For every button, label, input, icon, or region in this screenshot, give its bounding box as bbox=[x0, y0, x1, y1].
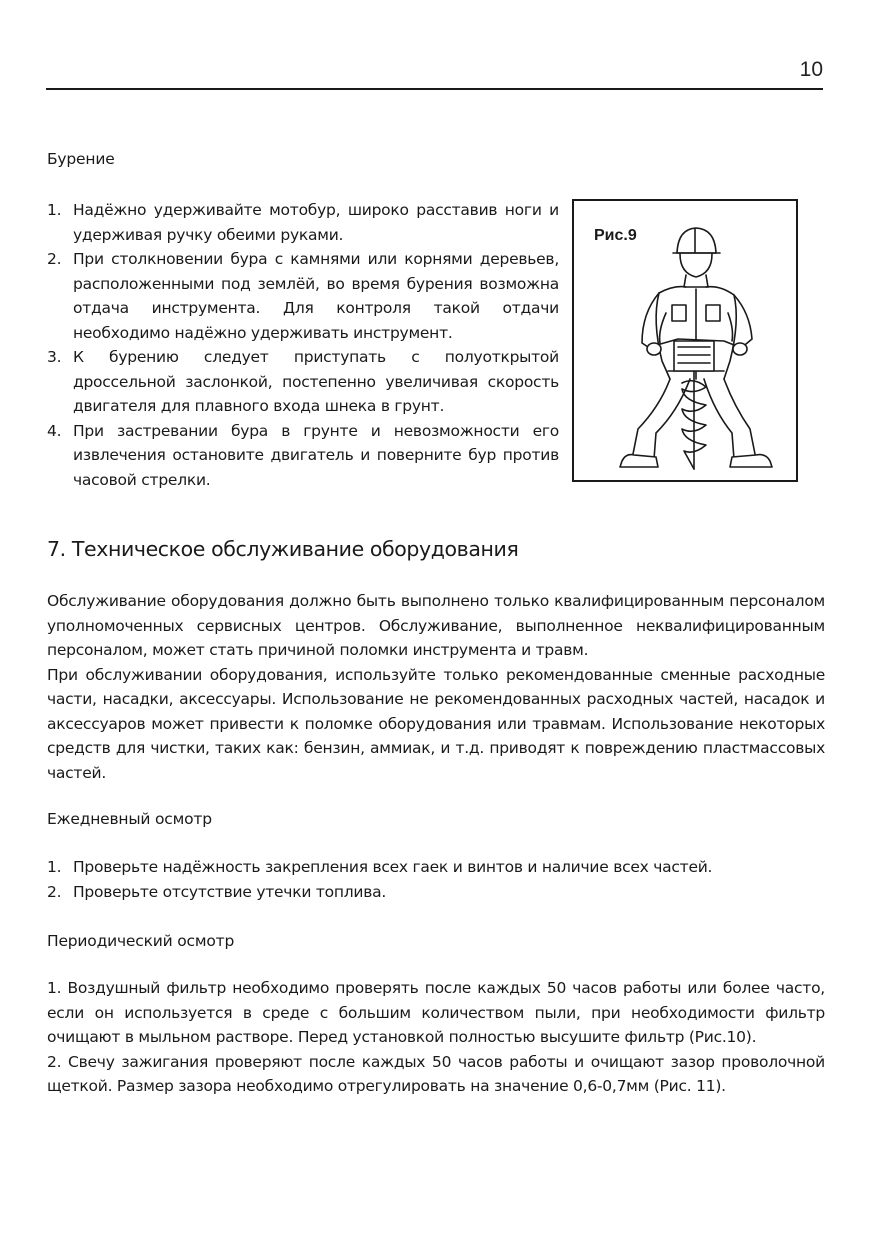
maintenance-paragraph-1: Обслуживание оборудования должно быть выполнено только квалифицированным персоналом уполномоченных сервисных центров. Обслуживание, выполненное неквалифицированным персоналом, может стать причиной поломки инструмента и травм. bbox=[47, 592, 825, 659]
list-number: 1. bbox=[47, 201, 62, 219]
list-number: 2. bbox=[47, 250, 62, 268]
list-item bbox=[47, 419, 559, 493]
list-text: Надёжно удерживайте мотобур, широко расставив ноги и удерживая ручку обеими руками. bbox=[73, 201, 559, 244]
periodic-item-1: 1. Воздушный фильтр необходимо проверять после каждых 50 часов работы или более часто, если он используется в среде с большим количеством пыли, при необходимости фильтр очищают в мыльном растворе. Перед установкой полностью высушите фильтр (Рис.10). bbox=[47, 979, 825, 1046]
page-number: 10 bbox=[799, 58, 823, 81]
list-number: 3. bbox=[47, 348, 62, 366]
figure-caption: Рис.9 bbox=[594, 227, 637, 244]
section-heading-maintenance: 7. Техническое обслуживание оборудования bbox=[47, 537, 519, 561]
list-text: К бурению следует приступать с полуоткрытой дроссельной заслонкой, постепенно увеличивая скорость двигателя для плавного входа шнека в грунт. bbox=[73, 348, 559, 415]
list-text: Проверьте отсутствие утечки топлива. bbox=[73, 882, 387, 901]
maintenance-text bbox=[47, 589, 825, 785]
section-heading-daily-check: Ежедневный осмотр bbox=[47, 810, 212, 828]
list-number: 2. bbox=[47, 882, 62, 901]
worker-with-auger-illustration bbox=[574, 201, 796, 480]
list-text: При застревании бура в грунте и невозможности его извлечения остановите двигатель и поверните бур против часовой стрелки. bbox=[73, 421, 559, 489]
list-item bbox=[47, 345, 559, 419]
drilling-list bbox=[47, 198, 559, 492]
list-item bbox=[47, 880, 807, 905]
daily-check-list bbox=[47, 855, 807, 904]
list-number: 1. bbox=[47, 858, 62, 876]
list-text: При столкновении бура с камнями или корнями деревьев, расположенными под землёй, во время бурения возможна отдача инструмента. Для контроля такой отдачи необходимо надёжно удерживать инструмент. bbox=[73, 250, 559, 342]
list-item bbox=[47, 198, 559, 247]
list-number: 4. bbox=[47, 421, 62, 440]
list-item bbox=[47, 855, 807, 880]
periodic-item-2: 2. Свечу зажигания проверяют после каждых 50 часов работы и очищают зазор проволочной щеткой. Размер зазора необходимо отрегулировать на значение 0,6-0,7мм (Рис. 11). bbox=[47, 1052, 825, 1095]
maintenance-paragraph-2: При обслуживании оборудования, используйте только рекомендованные сменные расходные части, насадки, аксессуары. Использование не рекомендованных расходных частей, насадок и аксессуаров может привести к поломке оборудования или травмам. Использование некоторых средств для чистки, таких как: бензин, аммиак, и т.д. приводят к повреждению пластмассовых частей. bbox=[47, 665, 825, 782]
section-heading-drilling: Бурение bbox=[47, 150, 115, 168]
list-text: Проверьте надёжность закрепления всех гаек и винтов и наличие всех частей. bbox=[73, 858, 713, 876]
header-rule bbox=[46, 88, 823, 90]
list-item bbox=[47, 247, 559, 345]
figure-9 bbox=[572, 199, 798, 482]
section-heading-periodic-check: Периодический осмотр bbox=[47, 932, 235, 950]
periodic-check-text bbox=[47, 976, 825, 1099]
